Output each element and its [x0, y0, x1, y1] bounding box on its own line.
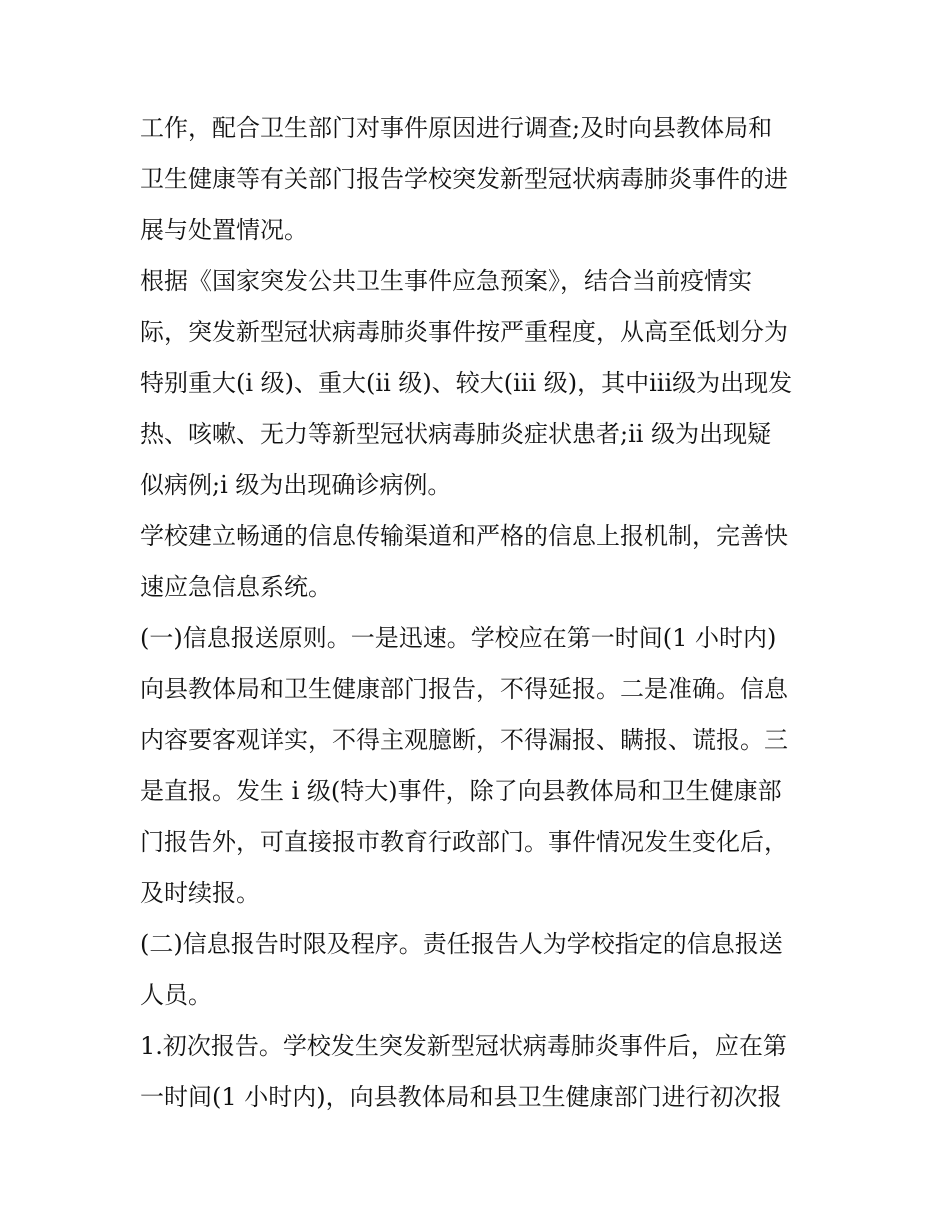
text-line: 内容要客观详实，不得主观臆断，不得漏报、瞒报、谎报。三 — [140, 726, 788, 754]
document-body — [140, 103, 820, 1123]
text-line: 似病例;i 级为出现确诊病例。 — [140, 471, 452, 499]
text-line: 特别重大(i 级)、重大(ii 级)、较大(iii 级)，其中iii级为出现发 — [140, 369, 793, 397]
text-line: 向县教体局和卫生健康部门报告，不得延报。二是准确。信息 — [140, 675, 788, 703]
text-line: 际，突发新型冠状病毒肺炎事件按严重程度，从高至低划分为 — [140, 318, 788, 346]
text-line: 1.初次报告。学校发生突发新型冠状病毒肺炎事件后，应在第 — [140, 1032, 787, 1060]
text-line: (一)信息报送原则。一是迅速。学校应在第一时间(1 小时内) — [140, 624, 777, 652]
text-line: 工作，配合卫生部门对事件原因进行调查;及时向县教体局和 — [140, 114, 773, 142]
text-line: 是直报。发生 i 级(特大)事件，除了向县教体局和卫生健康部 — [140, 777, 782, 805]
text-line: 卫生健康等有关部门报告学校突发新型冠状病毒肺炎事件的进 — [140, 165, 788, 193]
text-line: (二)信息报告时限及程序。责任报告人为学校指定的信息报送 — [140, 930, 783, 958]
text-line: 学校建立畅通的信息传输渠道和严格的信息上报机制，完善快 — [140, 522, 788, 550]
text-line: 展与处置情况。 — [140, 216, 308, 244]
text-line: 根据《国家突发公共卫生事件应急预案》，结合当前疫情实 — [140, 267, 752, 295]
text-line: 热、咳嗽、无力等新型冠状病毒肺炎症状患者;ii 级为出现疑 — [140, 420, 772, 448]
text-line: 一时间(1 小时内)，向县教体局和县卫生健康部门进行初次报 — [140, 1083, 782, 1111]
text-line: 人员。 — [140, 981, 212, 1009]
text-line: 及时续报。 — [140, 879, 260, 907]
text-line: 门报告外，可直接报市教育行政部门。事件情况发生变化后， — [140, 828, 788, 856]
text-line: 速应急信息系统。 — [140, 573, 332, 601]
